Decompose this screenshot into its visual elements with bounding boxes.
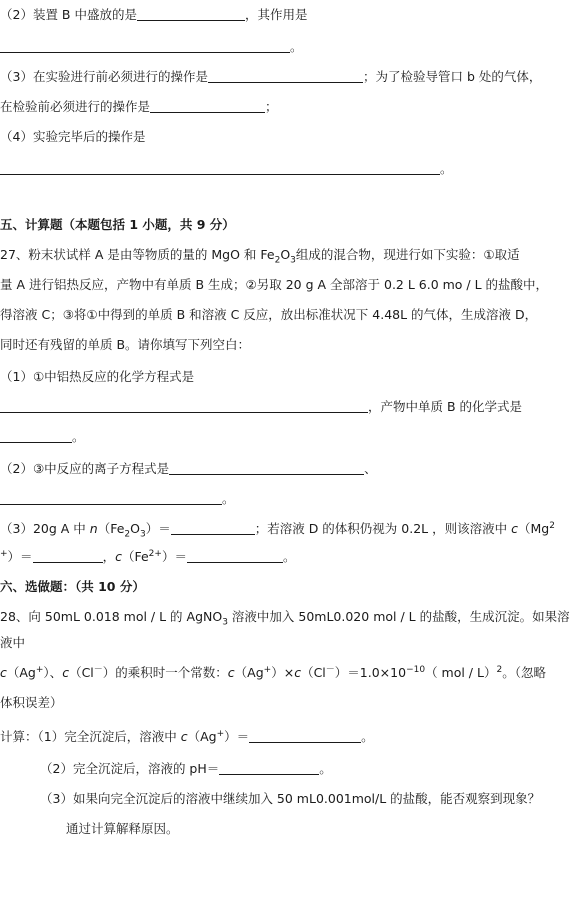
t: 溶液中加入 50mL0.020 mol / L 的盐酸，生成沉淀。如果溶 [227,609,570,624]
q2-blank-1[interactable] [137,7,245,21]
q2-mid: ，其作用是 [244,7,308,22]
t: （Fe [97,521,125,536]
calc2 [40,760,332,778]
q4-line [0,128,145,146]
t: （Cl [301,665,326,680]
p27-line4: 同时还有残留的单质 B。请你填写下列空白： [0,337,251,352]
t: ）的乘积时一个常数： [102,665,228,680]
period: 。 [290,39,303,54]
q4-line2 [0,160,453,178]
sup: + [263,664,272,675]
p27-q1-line3 [0,428,85,446]
c-symbol: c [227,665,235,680]
p27-q1-blank-1[interactable] [0,399,368,413]
calc3: （3）如果向完全沉淀后的溶液中继续加入 50 mL0.001mol/L 的盐酸，能否观察到现象？ [40,791,541,806]
t: （Cl [69,665,94,680]
period: 。 [440,161,453,176]
p27-q1: （1）①中铝热反应的化学方程式是 [0,369,195,384]
sub: 3 [139,529,146,540]
t: 计算：（1）完全沉淀后，溶液中 [0,729,181,744]
q4-blank[interactable] [0,161,440,175]
calc2-blank[interactable] [219,761,319,775]
period: 。 [282,549,296,564]
sup: 2 [496,664,503,675]
t: O [130,521,140,536]
q2-line [0,6,308,24]
comma: 、 [364,461,377,476]
semicolon: ； [265,99,278,114]
c-symbol: c [180,729,188,744]
q3-blank-1[interactable] [208,69,363,83]
p27-q3 [0,520,555,538]
calc1 [0,728,374,746]
p28-line4: 体积误差） [0,695,63,710]
o: O [280,247,291,262]
t: （Ag [234,665,264,680]
sup: + [216,728,225,739]
c-symbol: c [294,665,302,680]
t: （2）完全沉淀后，溶液的 pH＝ [40,761,220,776]
p27-line1 [0,246,520,264]
c-symbol: c [0,665,7,680]
t: ）＝ [224,729,250,744]
t: （ mol / L） [425,665,497,680]
c-symbol: c [115,549,122,564]
t: ；若溶液 D 的体积仍视为 0.2L ，则该溶液中 [254,521,512,536]
sup: 2+ [148,548,162,559]
p28-line3 [0,664,546,682]
p27-q2-line2 [0,490,235,508]
t: 28、向 50mL 0.018 mol / L 的 AgNO [0,609,223,624]
q3-prefix: （3）在实验进行前必须进行的操作是 [0,69,208,84]
period: 。 [361,729,374,744]
sup: 2 [549,520,555,531]
p27-q1-blank-2[interactable] [0,429,72,443]
t: ）＝ [7,549,33,564]
section5-title: 五、计算题（本题包括 1 小题，共 9 分） [0,217,235,232]
sub: 3 [222,617,228,628]
t: （Fe [121,549,149,564]
t: ）＝1.0×10 [334,665,407,680]
p27-q1-line2 [0,398,522,416]
section6-title: 六、选做题：（共 10 分） [0,579,145,594]
p27-q3-blank-3[interactable] [187,549,283,563]
p27-q2-blank-2[interactable] [0,491,222,505]
t: （Ag [6,665,36,680]
period: 。 [72,429,85,444]
q3-line2 [0,98,278,116]
calc1-blank[interactable] [249,729,361,743]
p27-line3: 得溶液 C；③将①中得到的单质 B 和溶液 C 反应，放出标准状况下 4.48L 的气体，生成溶液 D， [0,307,538,322]
t: ）、 [43,665,63,680]
t: ）＝ [161,549,187,564]
p28-line1 [0,608,570,626]
sup: + [0,548,8,559]
c-symbol: c [511,521,518,536]
p27-q2 [0,460,377,478]
sub: 2 [124,529,131,540]
sup: + [35,664,44,675]
p27-q3-line2 [0,548,295,566]
p27-line2: 量 A 进行铝热反应，产物中有单质 B 生成；②另取 20 g A 全部溶于 0.2 L 6.0 mo / L 的盐酸中， [0,277,549,292]
sup: － [93,664,103,675]
period: 。 [222,491,235,506]
q2-blank-2[interactable] [0,39,290,53]
q3-mid: ；为了检验导管口 b 处的气体， [362,69,542,84]
p27-q3-blank-2[interactable] [33,549,103,563]
t: 。（忽略 [502,665,546,680]
p27-q1-mid: ，产物中单质 B 的化学式是 [368,399,523,414]
p28-line2: 液中 [0,635,26,650]
t: （Ag [187,729,217,744]
sub: 3 [290,255,296,266]
n-symbol: n [89,521,98,536]
period: 。 [319,761,332,776]
sub: 2 [274,255,281,266]
q2-prefix: （2）装置 B 中盛放的是 [0,7,137,22]
p27-q2-text: （2）③中反应的离子方程式是 [0,461,170,476]
q2-line2 [0,38,303,56]
p27-text-1b: 组成的混合物，现进行如下实验：①取适 [295,247,520,262]
p27-text-1: 27、粉末状试样 A 是由等物质的量的 MgO 和 Fe [0,247,275,262]
q3-line [0,68,541,86]
calc3-line2: 通过计算解释原因。 [66,821,179,836]
t: ， [102,549,116,564]
sup: － [325,664,335,675]
c-symbol: c [62,665,70,680]
p27-q2-blank-1[interactable] [169,461,364,475]
p27-q3-blank-1[interactable] [171,521,255,535]
t: ）× [271,665,295,680]
q3-line2-text: 在检验前必须进行的操作是 [0,99,151,114]
q4-prefix: （4）实验完毕后的操作是 [0,129,146,144]
sup: −10 [406,664,426,675]
t: （Mg [517,521,550,536]
t: ）＝ [145,521,171,536]
q3-blank-2[interactable] [150,99,265,113]
t: （3）20g A 中 [0,521,90,536]
